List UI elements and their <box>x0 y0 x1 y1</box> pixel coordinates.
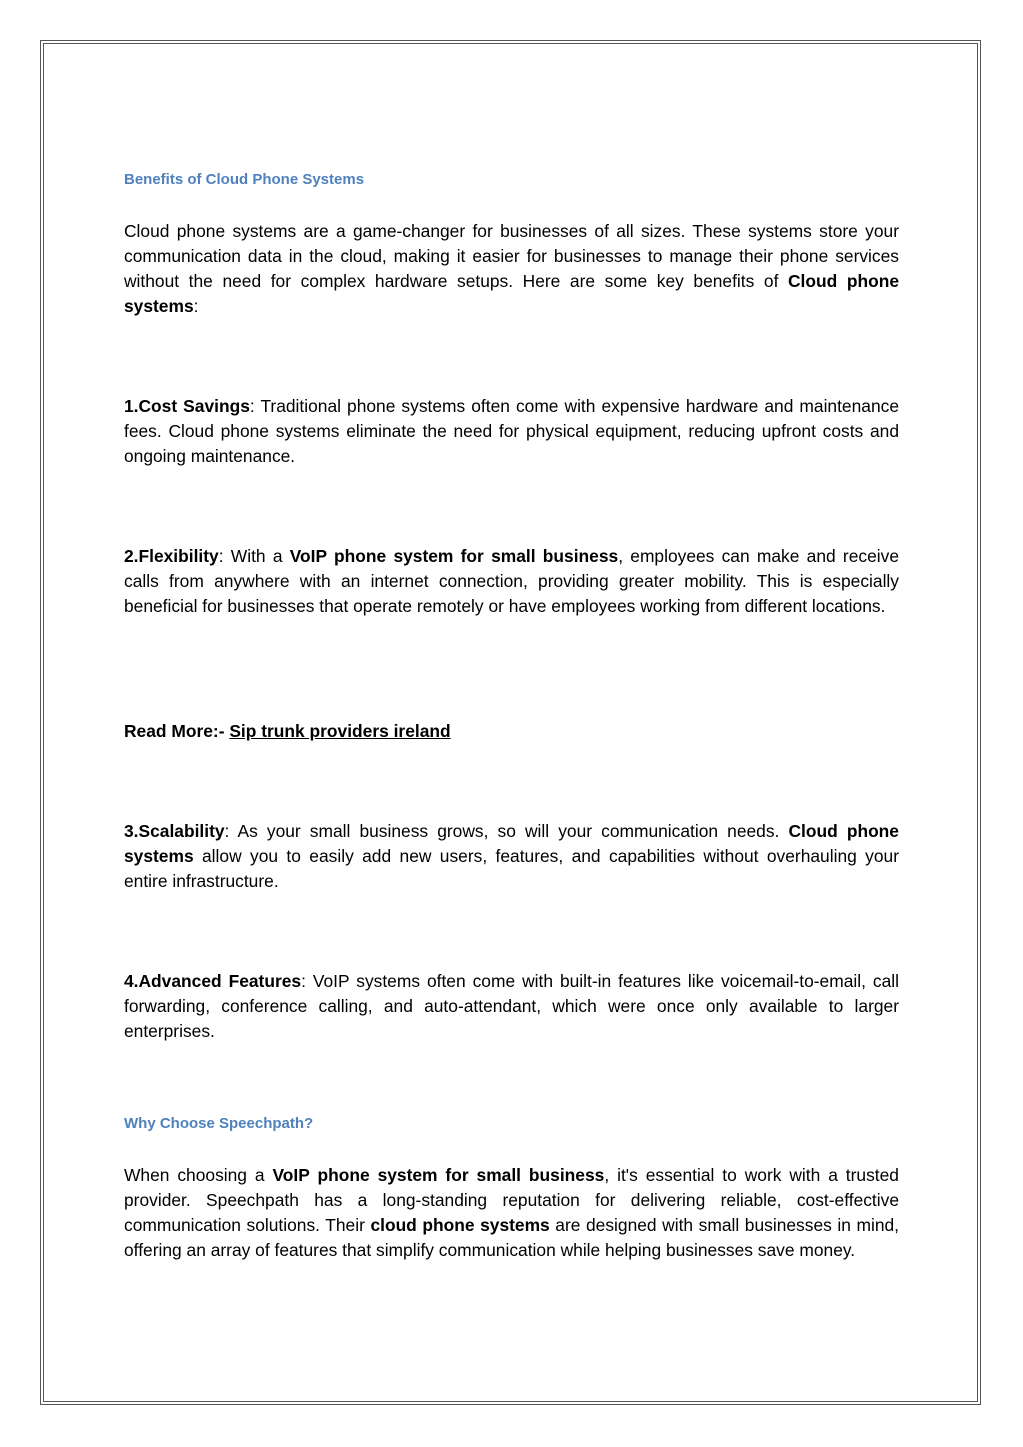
closing-text: are designed with small businesses in mind, offering an array of features that simplify communication while helping businesses save money. <box>124 1215 900 1260</box>
flexibility-pre: : With a <box>218 546 290 566</box>
advanced-features-text: : VoIP systems often come with built-in features like voicemail-to-email, call forwarding, conference calling, and auto-attendant, which were once only available to larger enterprises. <box>124 971 899 1041</box>
section-heading-why-speechpath: Why Choose Speechpath? <box>124 1115 314 1132</box>
intro-text: Cloud phone systems are a game-changer for businesses of all sizes. These systems store your communication data in the cloud, making it easier for businesses to manage their phone services without the need for complex hardware setups. Here are some key benefits of <box>124 221 899 291</box>
cost-savings-text: : Traditional phone systems often come with expensive hardware and maintenance fees. Cloud phone systems eliminate the need for physical equipment, reducing upfront costs and ongoing maintenance. <box>124 396 899 466</box>
intro-paragraph <box>124 219 899 319</box>
scalability-label: 3.Scalability <box>124 821 225 841</box>
closing-pre: When choosing a <box>124 1165 273 1185</box>
scalability-bold: Cloud phone systems <box>124 821 899 866</box>
read-more-line <box>124 719 899 744</box>
flexibility-label: 2.Flexibility <box>124 546 219 566</box>
scalability-pre: : As your small business grows, so will your communication needs. <box>224 821 789 841</box>
intro-bold: Cloud phone systems <box>124 271 899 316</box>
cost-savings-label: 1.Cost Savings <box>124 396 250 416</box>
closing-mid: , it's essential to work with a trusted provider. Speechpath has a long-standing reputation for delivering reliable, cost-effective communication solutions. Their <box>124 1165 899 1235</box>
scalability-text: allow you to easily add new users, features, and capabilities without overhauling your entire infrastructure. <box>124 846 899 891</box>
advanced-features-paragraph <box>124 969 899 1044</box>
flexibility-text: , employees can make and receive calls from anywhere with an internet connection, providing greater mobility. This is especially beneficial for businesses that operate remotely or have employees working from different locations. <box>124 546 899 616</box>
advanced-features-label: 4.Advanced Features <box>124 971 302 991</box>
scalability-paragraph <box>124 819 899 894</box>
intro-tail: : <box>193 296 199 316</box>
read-more-label: Read More:- <box>124 721 230 741</box>
flexibility-bold: VoIP phone system for small business <box>289 546 619 566</box>
closing-bold-2: cloud phone systems <box>370 1215 550 1235</box>
section-heading-benefits: Benefits of Cloud Phone Systems <box>124 171 365 188</box>
flexibility-paragraph <box>124 544 899 619</box>
sip-trunk-link[interactable]: Sip trunk providers ireland <box>229 721 451 741</box>
closing-paragraph <box>124 1163 899 1263</box>
cost-savings-paragraph <box>124 394 899 469</box>
closing-bold-1: VoIP phone system for small business <box>272 1165 605 1185</box>
